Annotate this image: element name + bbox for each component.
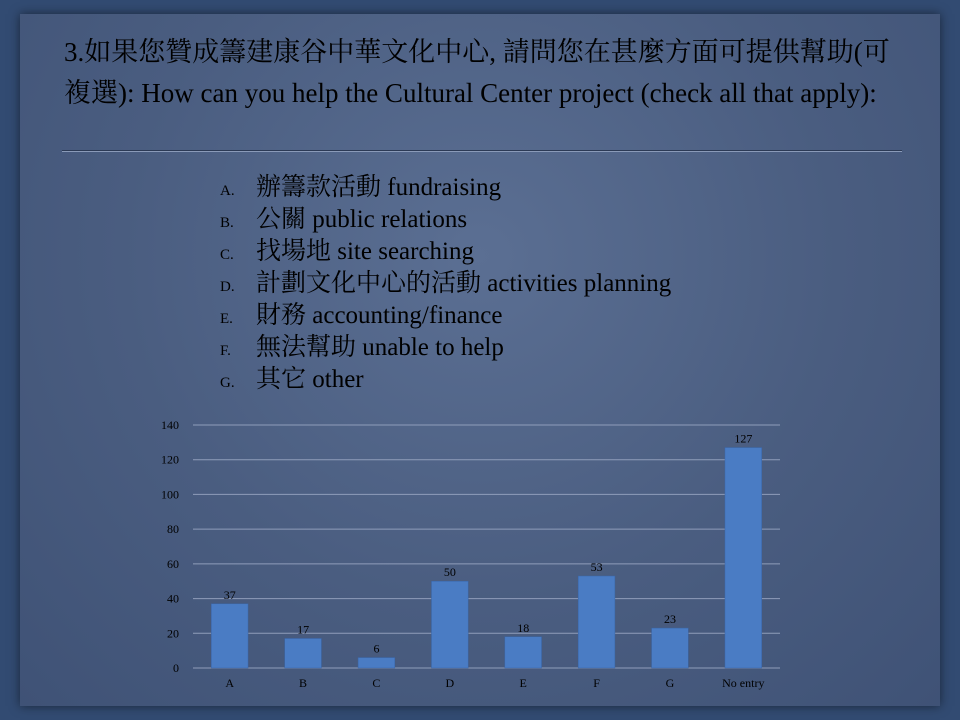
data-label: 17: [297, 622, 310, 637]
x-tick-label: F: [593, 676, 600, 690]
data-label: 6: [373, 641, 380, 656]
y-tick-label: 140: [161, 418, 179, 432]
option-letter: B.: [220, 215, 234, 231]
x-tick-label: C: [372, 676, 381, 690]
y-tick-label: 80: [167, 522, 179, 537]
bar: [505, 637, 542, 668]
title-english: How can you help the Cultural Center project (check all that apply):: [141, 78, 877, 108]
option-text: 找場地 site searching: [256, 238, 475, 265]
data-label: 37: [223, 587, 236, 602]
option-text: 公關 public relations: [256, 206, 468, 233]
data-label: 18: [517, 620, 530, 635]
bar: [211, 604, 248, 668]
bar: [652, 628, 689, 668]
x-tick-label: B: [299, 676, 308, 690]
option-letter: F.: [220, 343, 231, 359]
y-tick-label: 100: [161, 487, 179, 502]
data-label: 50: [443, 565, 456, 580]
x-tick-label: G: [665, 676, 675, 690]
y-tick-label: 20: [167, 626, 179, 641]
bar: [431, 581, 468, 668]
y-tick-label: 60: [167, 556, 179, 571]
option-letter: D.: [220, 279, 235, 295]
option-letter: G.: [220, 375, 235, 391]
option-text: 無法幫助 unable to help: [256, 334, 504, 361]
bar: [285, 638, 322, 668]
option-text: 財務 accounting/finance: [256, 302, 503, 329]
x-tick-label: No entry: [722, 676, 765, 690]
y-tick-label: 0: [173, 661, 179, 675]
bar: [578, 576, 615, 668]
y-tick-label: 40: [167, 591, 179, 606]
x-tick-label: D: [445, 676, 455, 690]
option-text: 辦籌款活動 fundraising: [256, 174, 502, 201]
option-letter: C.: [220, 247, 234, 263]
x-tick-label: A: [225, 676, 235, 690]
option-letter: A.: [220, 183, 235, 199]
title-chinese: 3.如果您贊成籌建康谷中華文化中心, 請問您在甚麼方面可提供幫助(可複選):: [64, 37, 890, 108]
y-tick-label: 120: [161, 452, 179, 467]
bar: [725, 448, 762, 668]
data-label: 23: [663, 612, 676, 627]
option-letter: E.: [220, 311, 233, 327]
data-label: 127: [734, 431, 753, 446]
x-tick-label: E: [519, 676, 527, 690]
option-text: 其它 other: [256, 366, 364, 393]
bar: [358, 658, 395, 668]
option-text: 計劃文化中心的活動 activities planning: [256, 270, 672, 297]
data-label: 53: [590, 560, 603, 575]
